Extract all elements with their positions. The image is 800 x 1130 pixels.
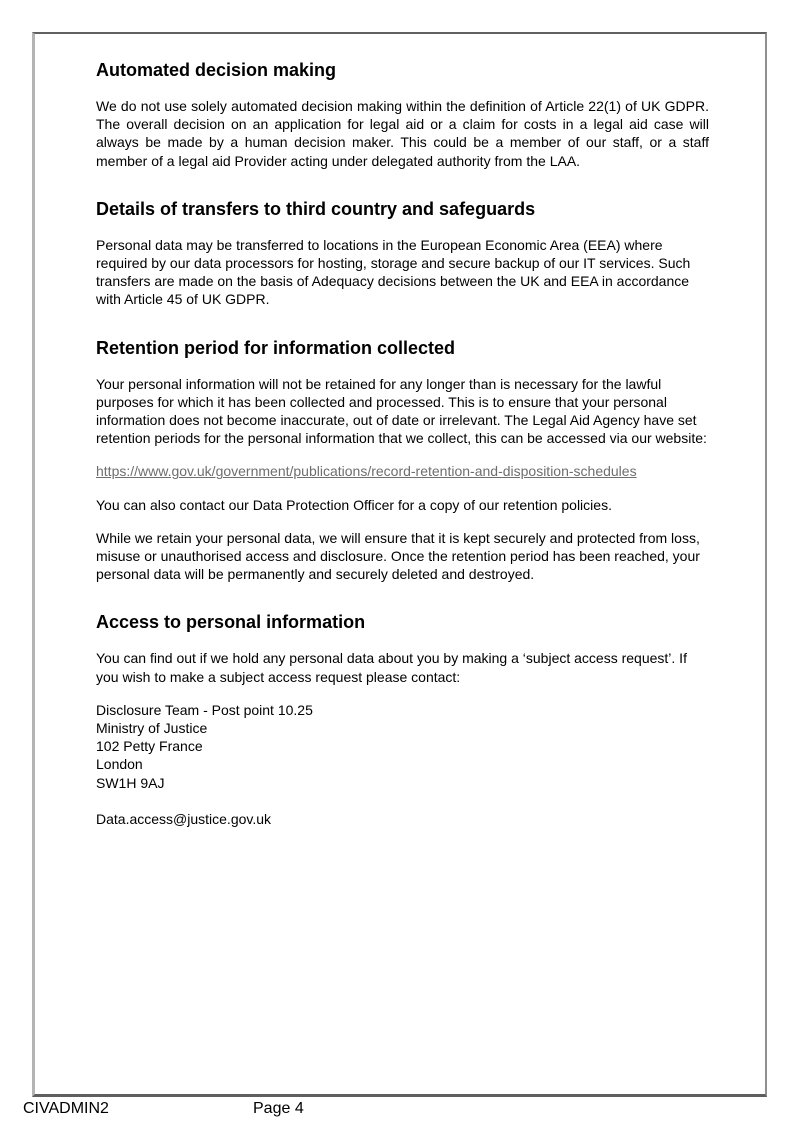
section-heading-retention-period: Retention period for information collected xyxy=(96,337,456,358)
retention-security-paragraph: While we retain your personal data, we will ensure that it is kept securely and protected from loss, misuse or unauthorised access and disclosure. Once the retention period has been reached, your personal data will be permanently and securely deleted and destroyed. xyxy=(96,529,700,583)
address-line-postcode: SW1H 9AJ xyxy=(96,774,165,791)
retention-link-line xyxy=(96,462,709,480)
address-line-disclosure-team: Disclosure Team - Post point 10.25 xyxy=(96,701,313,718)
retention-intro-paragraph: Your personal information will not be retained for any longer than is necessary for the lawful purposes for which it has been collected and processed. This is to ensure that your personal information does not become inaccurate, out of date or irrelevant. The Legal Aid Agency have set retention periods for the personal information that we collect, this can be accessed via our website: xyxy=(96,375,707,447)
footer-document-ref: CIVADMIN2 xyxy=(23,1100,109,1117)
address-line-ministry: Ministry of Justice xyxy=(96,720,208,737)
address-line-city: London xyxy=(96,756,143,773)
contact-email: Data.access@justice.gov.uk xyxy=(96,810,272,827)
postal-address-block xyxy=(96,701,709,792)
transfers-paragraph: Personal data may be transferred to locations in the European Economic Area (EEA) where required by our data processors for hosting, storage and secure backup of our IT services. Such transfers are made on the basis of Adequacy decisions between the UK and EEA in accordance with Article 45 of UK GDPR. xyxy=(96,236,691,308)
record-retention-schedules-link[interactable]: https://www.gov.uk/government/publications/record-retention-and-disposition-schedules xyxy=(96,463,637,480)
retention-contact-paragraph: You can also contact our Data Protection Officer for a copy of our retention policies. xyxy=(96,496,612,513)
section-heading-access-personal-information: Access to personal information xyxy=(96,612,366,633)
document-page-frame xyxy=(32,32,767,1097)
automated-decision-paragraph: We do not use solely automated decision making within the definition of Article 22(1) of UK GDPR. The overall decision on an application for legal aid or a claim for costs in a legal aid case will always be made by a human decision maker. This could be a member of our staff, or a staff member of a legal aid Provider acting under delegated authority from the LAA. xyxy=(96,98,709,169)
footer-page-number: Page 4 xyxy=(253,1100,304,1117)
access-intro-paragraph: You can find out if we hold any personal data about you by making a ‘subject access request’. If you wish to make a subject access request please contact: xyxy=(96,650,687,685)
section-heading-transfers-third-country: Details of transfers to third country and safeguards xyxy=(96,198,536,219)
address-line-street: 102 Petty France xyxy=(96,738,203,755)
section-heading-automated-decision-making: Automated decision making xyxy=(96,60,337,80)
